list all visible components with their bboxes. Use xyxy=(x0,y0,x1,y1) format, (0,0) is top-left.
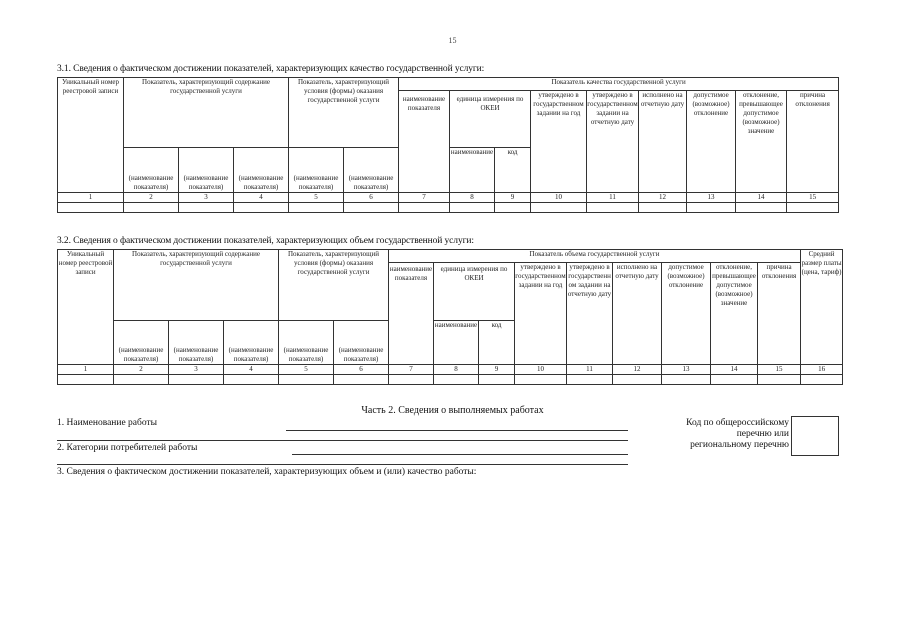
subheader-name-1: (наименование показателя) xyxy=(124,148,179,193)
section-3-1-title: 3.1. Сведения о фактическом достижении показателей, характеризующих качество государственной услуги: xyxy=(57,64,485,74)
col-number: 11 xyxy=(587,193,639,203)
col-number: 15 xyxy=(758,365,801,375)
col-number: 5 xyxy=(279,365,334,375)
header-approved-year: утверждено в государственном задании на год xyxy=(531,91,587,193)
col-number: 12 xyxy=(613,365,662,375)
header-volume-indicator: Показатель объема государственной услуги xyxy=(389,250,801,263)
work-name-field-line-2[interactable] xyxy=(57,440,628,441)
col-number: 3 xyxy=(169,365,224,375)
header-executed: исполнено на отчетную дату xyxy=(639,91,687,193)
header-approved-date: утверждено в государственном задании на отчетную дату xyxy=(587,91,639,193)
col-number: 4 xyxy=(224,365,279,375)
header-service-conditions: Показатель, характеризующий условия (формы) оказания государственной услуги xyxy=(279,250,389,321)
header-service-content: Показатель, характеризующий содержание государственной услуги xyxy=(114,250,279,321)
header-executed: исполнено на отчетную дату xyxy=(613,263,662,365)
header-deviation-reason: причина отклонения xyxy=(758,263,801,365)
header-allowed-deviation: допустимое (возможное) отклонение xyxy=(687,91,736,193)
col-number: 4 xyxy=(234,193,289,203)
col-number: 10 xyxy=(515,365,567,375)
col-number: 6 xyxy=(334,365,389,375)
col-number: 14 xyxy=(736,193,787,203)
col-number: 8 xyxy=(434,365,479,375)
part-2-title: Часть 2. Сведения о выполняемых работах xyxy=(361,405,544,416)
header-average-price: Средний размер платы (цена, тариф) xyxy=(801,250,843,365)
col-number: 13 xyxy=(687,193,736,203)
consumers-label: 2. Категории потребителей работы xyxy=(57,443,198,453)
subheader-name-1: (наименование показателя) xyxy=(114,321,169,365)
code-label-line-1: Код по общероссийскому xyxy=(686,418,789,428)
header-approved-year: утверждено в государственном задании на год xyxy=(515,263,567,365)
col-number: 7 xyxy=(399,193,450,203)
col-number: 10 xyxy=(531,193,587,203)
col-number: 3 xyxy=(179,193,234,203)
header-exceeding-deviation: отклонение, превышающее допустимое (возможное) значение xyxy=(711,263,758,365)
col-number: 11 xyxy=(567,365,613,375)
subheader-name-4: (наименование показателя) xyxy=(289,148,344,193)
col-number: 12 xyxy=(639,193,687,203)
subheader-name-4: (наименование показателя) xyxy=(279,321,334,365)
header-unique-record: Уникальный номер реестровой записи xyxy=(58,250,114,365)
table-row xyxy=(58,203,839,213)
header-quality-indicator: Показатель качества государственной услуги xyxy=(399,78,839,91)
col-number: 13 xyxy=(662,365,711,375)
header-unit-name: наименование xyxy=(434,321,479,365)
header-unique-record: Уникальный номер реестровой записи xyxy=(58,78,124,193)
work-name-label: 1. Наименование работы xyxy=(57,418,158,428)
header-indicator-name: наименование показателя xyxy=(389,263,434,365)
header-allowed-deviation: допустимое (возможное) отклонение xyxy=(662,263,711,365)
col-number: 5 xyxy=(289,193,344,203)
col-number: 1 xyxy=(58,193,124,203)
col-number: 14 xyxy=(711,365,758,375)
col-number: 6 xyxy=(344,193,399,203)
col-number: 15 xyxy=(787,193,839,203)
header-exceeding-deviation: отклонение, превышающее допустимое (возможное) значение xyxy=(736,91,787,193)
col-number: 9 xyxy=(495,193,531,203)
header-indicator-name: наименование показателя xyxy=(399,91,450,193)
col-number: 8 xyxy=(450,193,495,203)
subheader-name-3: (наименование показателя) xyxy=(234,148,289,193)
page-number: 15 xyxy=(448,36,457,45)
header-unit-name: наименование xyxy=(450,148,495,193)
consumers-field[interactable] xyxy=(292,454,628,455)
col-number: 7 xyxy=(389,365,434,375)
header-approved-date: утверждено в государственном задании на отчетную дату xyxy=(567,263,613,365)
quality-indicators-table xyxy=(57,77,839,213)
col-number: 16 xyxy=(801,365,843,375)
table-row xyxy=(58,375,843,385)
code-label-line-2: перечню или xyxy=(736,429,789,439)
header-service-content: Показатель, характеризующий содержание государственной услуги xyxy=(124,78,289,148)
header-unit-okei: единица измерения по ОКЕИ xyxy=(450,91,531,148)
section-3-work-title: 3. Сведения о фактическом достижении показателей, характеризующих объем и (или) качество работы: xyxy=(57,467,477,477)
col-number: 2 xyxy=(114,365,169,375)
header-unit-okei: единица измерения по ОКЕИ xyxy=(434,263,515,321)
volume-indicators-table xyxy=(57,249,843,385)
subheader-name-5: (наименование показателя) xyxy=(344,148,399,193)
header-service-conditions: Показатель, характеризующий условия (формы) оказания государственной услуги xyxy=(289,78,399,148)
header-unit-code: код xyxy=(479,321,515,365)
col-number: 1 xyxy=(58,365,114,375)
registry-code-box[interactable] xyxy=(791,416,839,456)
subheader-name-2: (наименование показателя) xyxy=(179,148,234,193)
code-label-line-3: региональному перечню xyxy=(690,440,789,450)
header-unit-code: код xyxy=(495,148,531,193)
section-3-2-title: 3.2. Сведения о фактическом достижении показателей, характеризующих объем государственной услуги: xyxy=(57,236,474,246)
work-name-field[interactable] xyxy=(286,430,628,431)
subheader-name-2: (наименование показателя) xyxy=(169,321,224,365)
subheader-name-3: (наименование показателя) xyxy=(224,321,279,365)
subheader-name-5: (наименование показателя) xyxy=(334,321,389,365)
code-label xyxy=(600,418,789,451)
consumers-field-line-2[interactable] xyxy=(57,464,628,465)
col-number: 9 xyxy=(479,365,515,375)
header-deviation-reason: причина отклонения xyxy=(787,91,839,193)
col-number: 2 xyxy=(124,193,179,203)
